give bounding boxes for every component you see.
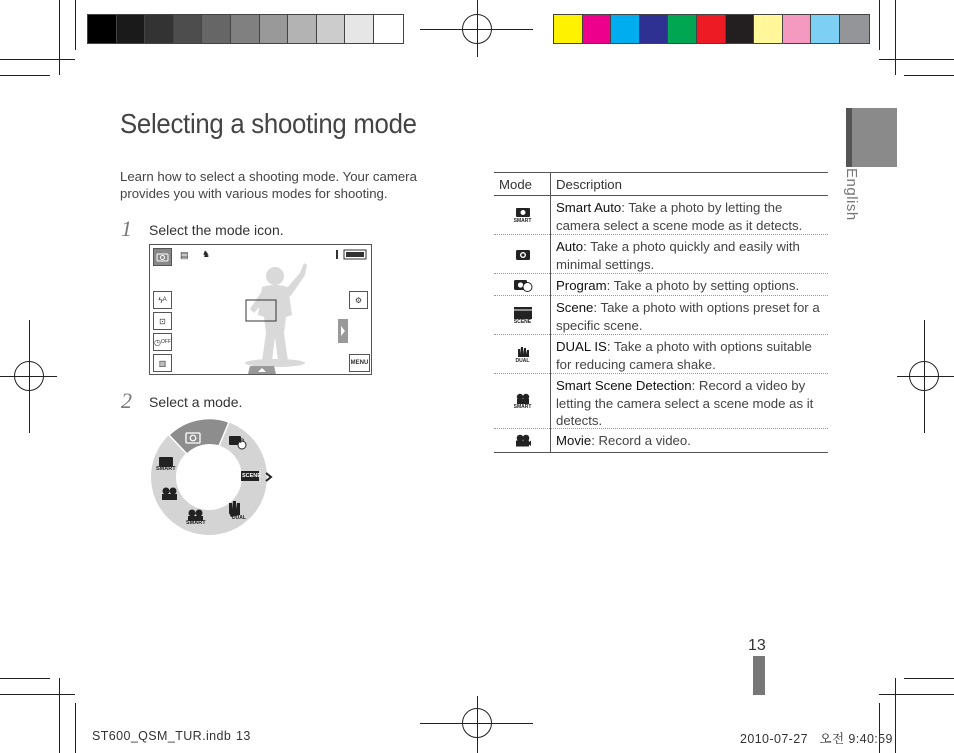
mode-description-text: : Take a photo quickly and easily with minimal settings. xyxy=(556,239,800,272)
table-row xyxy=(494,296,828,335)
mode-icon-label: SMART xyxy=(513,404,532,410)
table-top-rule xyxy=(494,172,828,173)
display-button[interactable] xyxy=(153,354,172,372)
gray-swatch-0 xyxy=(88,15,117,43)
table-header-mode: Mode xyxy=(499,177,532,192)
footer-file-page: 13 xyxy=(236,729,251,743)
dial-scene-label: SCENE xyxy=(242,473,261,479)
mode-description xyxy=(556,377,826,430)
process-color-bar xyxy=(553,14,870,44)
camera-icon xyxy=(156,252,169,262)
crop-mark xyxy=(59,0,60,75)
step-2-number: 2 xyxy=(121,388,132,413)
gray-swatch-9 xyxy=(345,15,374,43)
gray-swatch-6 xyxy=(260,15,289,43)
mode-icon-label: DUAL xyxy=(515,358,530,364)
table-row xyxy=(494,429,828,452)
mode-dial-illustration xyxy=(149,417,269,537)
smart-filter-button[interactable] xyxy=(349,291,368,309)
gray-swatch-10 xyxy=(374,15,403,43)
color-swatch-5 xyxy=(697,15,726,43)
flash-button[interactable] xyxy=(153,291,172,309)
crop-mark xyxy=(895,678,896,753)
step-1-number: 1 xyxy=(121,216,132,241)
gray-swatch-5 xyxy=(231,15,260,43)
flash-icon: ϟ xyxy=(158,295,163,305)
color-swatch-9 xyxy=(811,15,840,43)
color-swatch-6 xyxy=(726,15,755,43)
flash-mode-label: A xyxy=(162,297,167,303)
mode-description-text: : Record a video. xyxy=(591,433,691,448)
mode-icon-button[interactable] xyxy=(153,248,172,266)
crop-mark xyxy=(879,694,954,695)
display-icon: ▥ xyxy=(158,358,167,368)
table-row xyxy=(494,274,828,296)
smart-scene-detection-icon xyxy=(494,374,551,429)
mode-icon-label: SCENE xyxy=(513,319,532,325)
movie-icon xyxy=(494,429,551,452)
mode-name: Scene xyxy=(556,300,594,315)
step-1-text: Select the mode icon. xyxy=(149,222,284,238)
mode-description-text: : Record a video by letting the camera select a scene mode as it detects. xyxy=(556,378,814,428)
timer-off-label: OFF xyxy=(160,339,171,345)
intro-text: Learn how to select a shooting mode. Your camera provides you with various modes for shooting. xyxy=(120,169,417,201)
mode-description xyxy=(556,238,826,273)
crop-mark xyxy=(895,0,896,75)
mode-description xyxy=(556,299,826,334)
camera-screen-illustration xyxy=(149,244,372,375)
crop-mark xyxy=(0,678,50,679)
color-swatch-1 xyxy=(583,15,612,43)
crop-mark xyxy=(59,678,60,753)
crop-mark xyxy=(879,59,954,60)
mode-description xyxy=(556,338,826,373)
smart-auto-icon xyxy=(494,196,551,235)
table-bottom-rule xyxy=(494,452,828,453)
crop-mark xyxy=(75,0,76,50)
color-swatch-7 xyxy=(754,15,783,43)
program-icon xyxy=(494,274,551,296)
color-swatch-10 xyxy=(840,15,869,43)
mode-name: DUAL IS xyxy=(556,339,607,354)
crop-mark xyxy=(904,75,954,76)
crop-mark xyxy=(904,678,954,679)
color-swatch-0 xyxy=(554,15,583,43)
step-2-text: Select a mode. xyxy=(149,394,243,410)
dual-is-icon xyxy=(494,335,551,374)
autofocus-icon: ⊡ xyxy=(159,316,166,326)
color-swatch-4 xyxy=(668,15,697,43)
mode-description-text: : Take a photo by letting the camera select a scene mode as it detects. xyxy=(556,200,803,233)
gray-swatch-2 xyxy=(145,15,174,43)
image-size-icon: ▤ xyxy=(180,250,189,260)
smart-filter-icon: ⚙ xyxy=(354,295,363,305)
language-label-text: English xyxy=(843,168,860,221)
language-label xyxy=(838,168,862,238)
gray-swatch-3 xyxy=(174,15,203,43)
crop-mark xyxy=(879,0,880,50)
table-row xyxy=(494,235,828,274)
footer-filename: ST600_QSM_TUR.indb xyxy=(92,729,232,743)
crop-mark xyxy=(0,59,75,60)
table-header-description: Description xyxy=(556,177,622,192)
mode-description xyxy=(556,432,826,450)
autofocus-button[interactable] xyxy=(153,312,172,330)
gray-swatch-1 xyxy=(117,15,146,43)
footer-timestamp: 2010-07-27 오전 9:40:59 xyxy=(740,732,893,746)
mode-name: Program xyxy=(556,278,607,293)
shooting-screen-graphic xyxy=(150,245,371,374)
auto-camera-icon xyxy=(494,235,551,274)
table-row xyxy=(494,374,828,429)
language-tab-edge xyxy=(846,108,852,167)
color-swatch-2 xyxy=(611,15,640,43)
color-swatch-3 xyxy=(640,15,669,43)
page-title: Selecting a shooting mode xyxy=(120,108,417,139)
timer-button[interactable] xyxy=(153,333,172,351)
scene-icon xyxy=(494,296,551,335)
mode-description-text: : Take a photo by setting options. xyxy=(606,278,800,293)
page-number: 13 xyxy=(748,637,766,654)
mode-icon-label: SMART xyxy=(513,218,532,224)
mode-description-text: : Take a photo with options suitable for reducing camera shake. xyxy=(556,339,812,372)
dial-dual-label: DUAL xyxy=(232,515,246,521)
mode-name: Smart Auto xyxy=(556,200,622,215)
color-swatch-8 xyxy=(783,15,812,43)
menu-label: MENU xyxy=(350,360,369,366)
mode-description-text: : Take a photo with options preset for a specific scene. xyxy=(556,300,820,333)
dial-program-label: P xyxy=(240,439,245,445)
mode-name: Auto xyxy=(556,239,584,254)
mode-name: Smart Scene Detection xyxy=(556,378,692,393)
grayscale-color-bar xyxy=(87,14,404,44)
dial-smart-label: SMART xyxy=(156,466,176,472)
menu-button[interactable] xyxy=(349,354,370,372)
table-row xyxy=(494,196,828,235)
language-tab xyxy=(846,108,897,167)
mode-name: Movie xyxy=(556,433,592,448)
gray-swatch-4 xyxy=(202,15,231,43)
mode-description xyxy=(556,199,826,234)
table-row xyxy=(494,335,828,374)
gray-swatch-7 xyxy=(288,15,317,43)
mode-description xyxy=(556,277,826,295)
crop-mark xyxy=(75,703,76,753)
crop-mark xyxy=(0,75,50,76)
page-number-bar xyxy=(753,656,765,695)
timer-icon: ◷ xyxy=(154,337,161,347)
crop-mark xyxy=(0,694,75,695)
stabilization-icon: ♞ xyxy=(202,249,211,259)
dial-smart-scene-label: SMART xyxy=(186,520,206,526)
gray-swatch-8 xyxy=(317,15,346,43)
